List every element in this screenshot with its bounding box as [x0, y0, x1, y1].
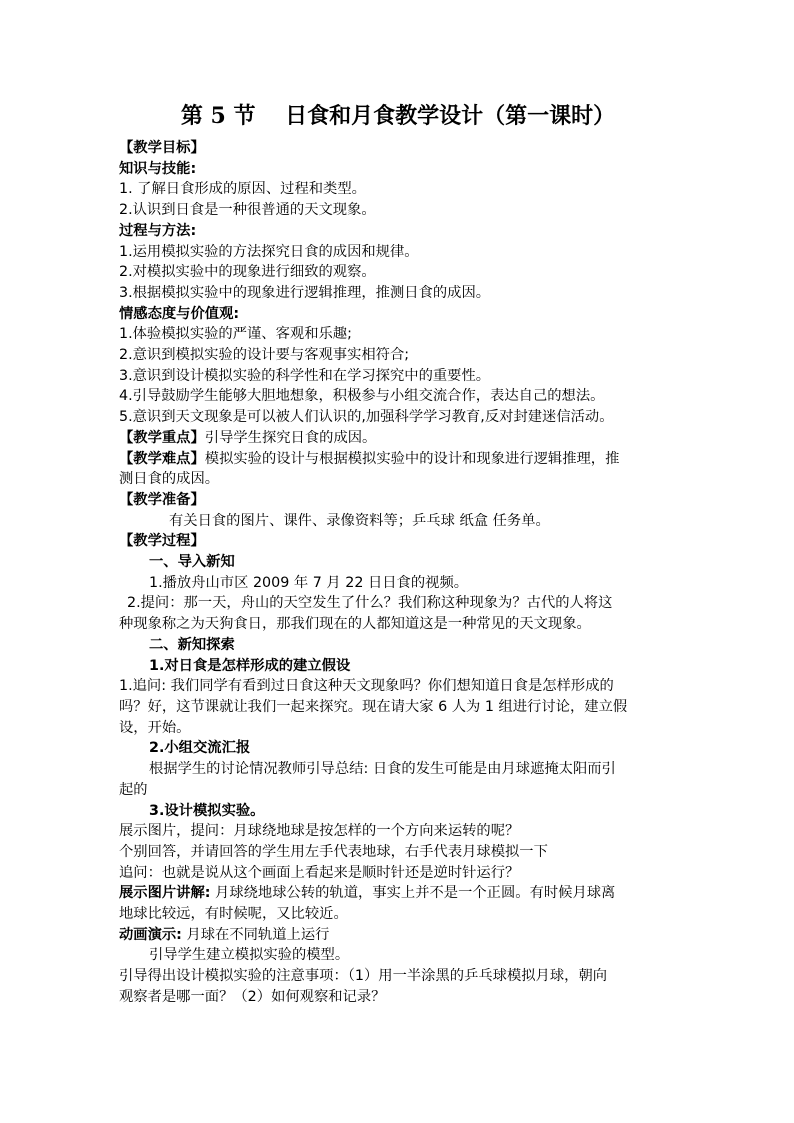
text-line: 3.意识到设计模拟实验的科学性和在学习探究中的重要性。 — [119, 367, 491, 384]
label-picture-explanation: 展示图片讲解: — [119, 885, 211, 902]
section-heading-difficulty: 【教学难点】 — [119, 450, 205, 467]
text-line: 5.意识到天文现象是可以被人们认识的,加强科学学习教育,反对封建迷信活动。 — [119, 409, 614, 426]
text-line: 展示图片，提问：月球绕地球是按怎样的一个方向来运转的呢？ — [119, 823, 520, 840]
text-line: 种现象称之为天狗食日，那我们现在的人都知道这是一种常见的天文现象。 — [119, 616, 591, 633]
text-line: 吗？好，这节课就让我们一起来探究。现在请大家 6 人为 1 组进行讨论，建立假 — [119, 698, 628, 715]
page-title: 第 5 节 日食和月食教学设计（第一课时） — [180, 103, 616, 129]
difficulty-text: 模拟实验的设计与根据模拟实验中的设计和现象进行逻辑推理，推 — [204, 450, 620, 467]
text-line: 1. 了解日食形成的原因、过程和类型。 — [119, 181, 366, 198]
text-line: 观察者是哪一面？（2）如何观察和记录？ — [119, 988, 386, 1005]
text-line: 1.体验模拟实验的严谨、客观和乐趣; — [119, 326, 352, 343]
text-line: 2.提问：那一天，舟山的天空发生了什么？我们称这种现象为？古代的人将这 — [127, 595, 613, 612]
text-line: 2.意识到模拟实验的设计要与客观事实相符合; — [119, 347, 410, 364]
picture-explanation-line — [119, 883, 677, 904]
text-line: 1.追问: 我们同学有看到过日食这种天文现象吗？你们想知道日食是怎样形成的 — [119, 678, 614, 695]
section-heading-objectives: 【教学目标】 — [119, 140, 205, 156]
animation-demo-text: 月球在不同轨道上运行 — [181, 926, 330, 943]
subheading-process: 过程与方法: — [119, 222, 197, 239]
text-line: 2.认识到日食是一种很普通的天文现象。 — [119, 202, 376, 219]
text-line: 个别回答，并请回答的学生用左手代表地球，右手代表月球模拟一下 — [119, 843, 548, 860]
text-line: 设，开始。 — [119, 719, 191, 736]
text-line: 3.根据模拟实验中的现象进行逻辑推理，推测日食的成因。 — [119, 284, 491, 301]
document-body — [119, 138, 677, 1008]
preparation-text: 有关日食的图片、课件、录像资料等；乒乓球 纸盒 任务单。 — [169, 512, 550, 529]
subheading-knowledge: 知识与技能: — [119, 160, 197, 177]
substep-heading-hypothesis: 1.对日食是怎样形成的建立假设 — [149, 657, 351, 674]
text-line: 引导学生建立模拟实验的模型。 — [149, 947, 350, 964]
text-line: 1.运用模拟实验的方法探究日食的成因和规律。 — [119, 243, 419, 260]
key-point-line — [119, 428, 677, 449]
label-animation-demo: 动画演示: — [119, 926, 182, 943]
text-line: 起的 — [119, 781, 148, 798]
section-heading-key-point: 【教学重点】 — [119, 429, 205, 446]
step-heading-introduction: 一、导入新知 — [149, 554, 235, 571]
difficulty-line — [119, 449, 677, 470]
text-line: 引导得出设计模拟实验的注意事项：（1）用一半涂黑的乒乓球模拟月球，朝向 — [119, 968, 608, 985]
text-line: 1.播放舟山市区 2009 年 7 月 22 日日食的视频。 — [149, 574, 469, 591]
text-line: 根据学生的讨论情况教师引导总结: 日食的发生可能是由月球遮掩太阳而引 — [149, 761, 616, 778]
substep-heading-group-report: 2.小组交流汇报 — [149, 740, 251, 757]
subheading-attitude: 情感态度与价值观: — [119, 305, 240, 322]
picture-explanation-text: 月球绕地球公转的轨道，事实上并不是一个正圆。有时候月球离 — [210, 885, 616, 902]
text-line: 2.对模拟实验中的现象进行细致的观察。 — [119, 264, 376, 281]
substep-heading-simulation: 3.设计模拟实验。 — [149, 802, 265, 819]
section-heading-process: 【教学过程】 — [119, 533, 205, 550]
animation-demo-line — [119, 925, 677, 946]
text-line: 地球比较远，有时候呢，又比较近。 — [119, 906, 348, 923]
section-heading-preparation: 【教学准备】 — [119, 491, 205, 508]
text-line: 追问：也就是说从这个画面上看起来是顺时针还是逆时针运行？ — [119, 864, 520, 881]
key-point-text: 引导学生探究日食的成因。 — [204, 429, 377, 446]
text-line: 测日食的成因。 — [119, 471, 220, 488]
text-line: 4.引导鼓励学生能够大胆地想象，积极参与小组交流合作，表达自己的想法。 — [119, 388, 605, 405]
step-heading-exploration: 二、新知探索 — [149, 636, 235, 653]
